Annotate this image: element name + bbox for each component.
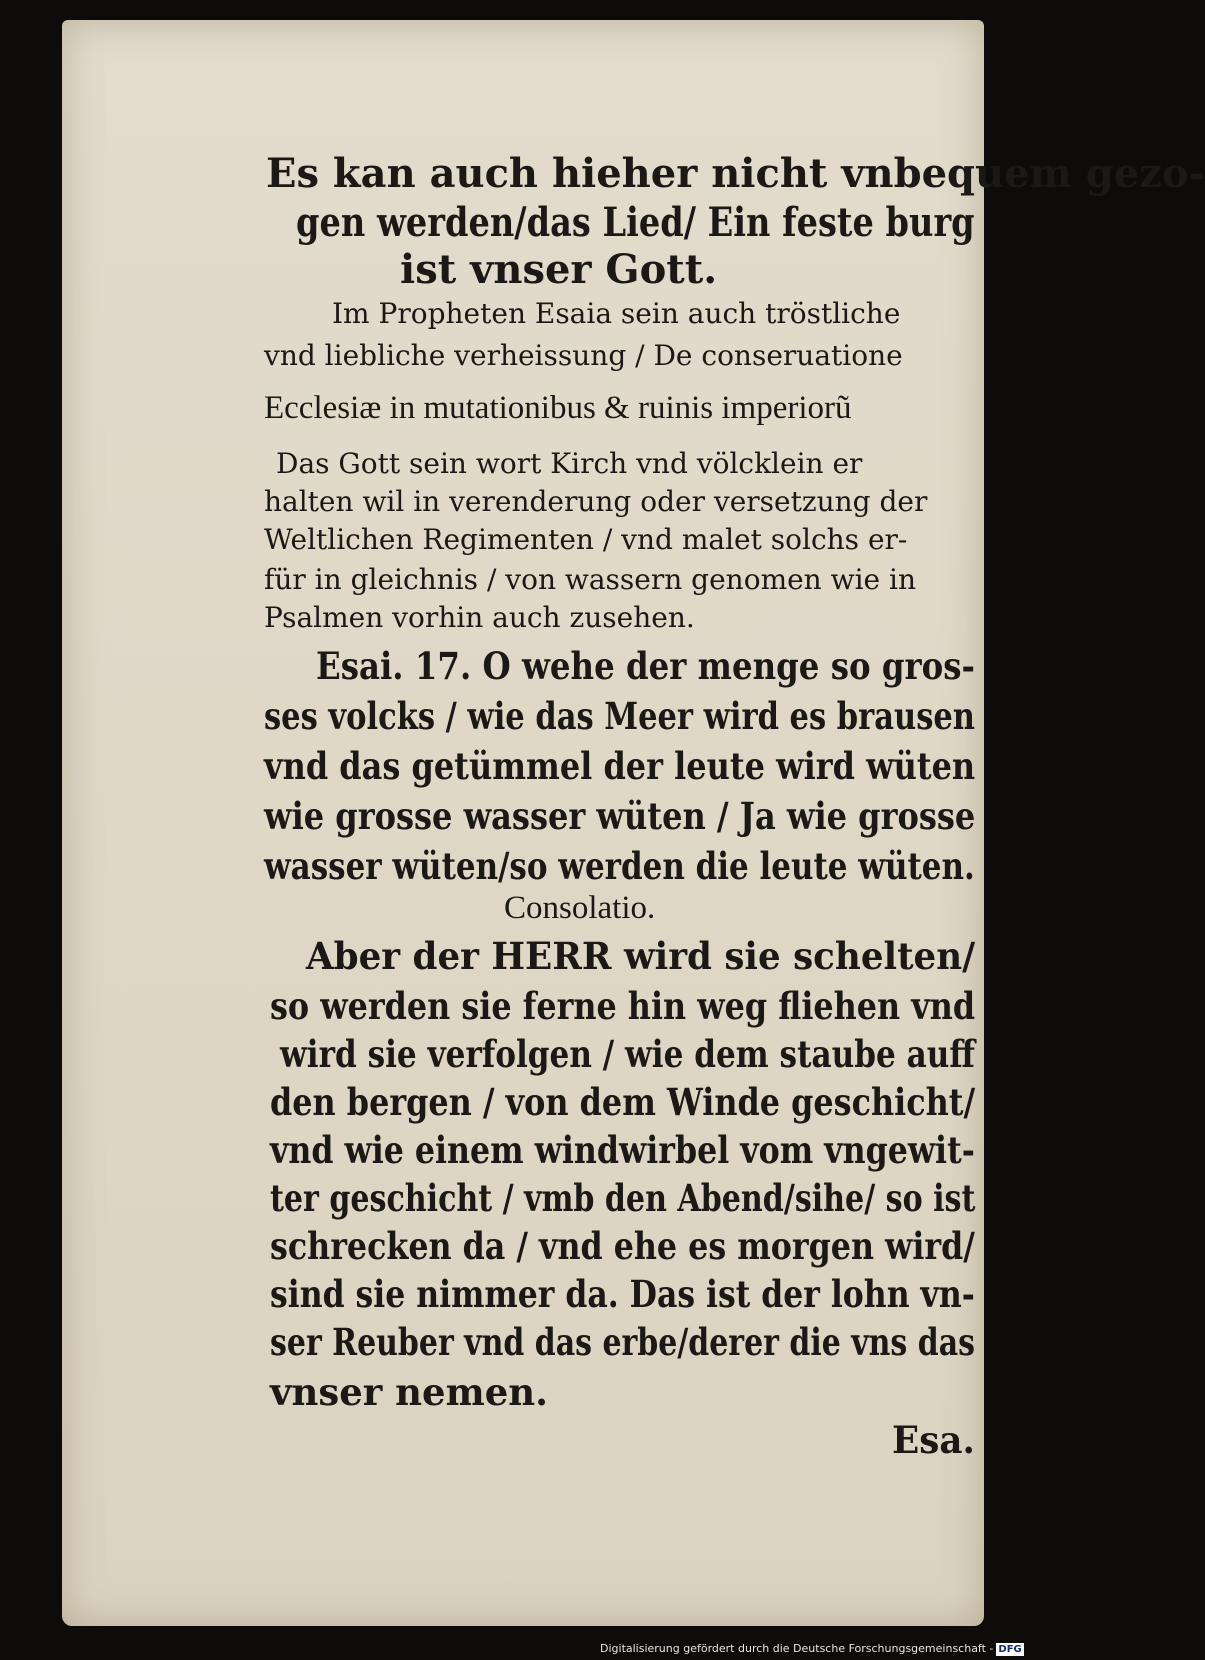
scripture-line-3: vnd das getümmel der leute wird wüten xyxy=(264,744,976,788)
consolation-line-4: den bergen / von dem Winde geschicht/ xyxy=(270,1080,976,1124)
scripture-line-2: ses volcks / wie das Meer wird es brausen xyxy=(264,694,975,738)
catchword: Esa. xyxy=(892,1418,975,1462)
heading-line-1: Es kan auch hieher nicht vnbequem gezo- xyxy=(266,150,1205,197)
consolation-line-1: Aber der HERR wird sie schelten/ xyxy=(306,934,976,978)
dfg-logo: DFG xyxy=(998,1644,1022,1655)
consolation-line-6: ter geschicht / vmb den Abend/sihe/ so ist xyxy=(270,1176,976,1220)
consolation-line-3: wird sie verfolgen / wie dem staube auff xyxy=(280,1032,975,1076)
consolation-line-7: schrecken da / vnd ehe es morgen wird/ xyxy=(270,1224,975,1268)
scripture-line-5: wasser wüten/so werden die leute wüten. xyxy=(264,844,975,888)
heading-line-3: ist vnser Gott. xyxy=(400,246,718,293)
paragraph-line-4: halten wil in verenderung oder versetzung der xyxy=(264,485,928,518)
consolation-line-5: vnd wie einem windwirbel vom vngewit- xyxy=(270,1128,975,1172)
footer-credit-text: Digitalisierung gefördert durch die Deutsche Forschungsgemeinschaft - xyxy=(600,1642,994,1655)
paragraph-line-5: Weltlichen Regimenten / vnd malet solchs er- xyxy=(264,523,908,556)
consolation-line-9: ser Reuber vnd das erbe/derer die vns das xyxy=(270,1320,975,1364)
section-heading-consolatio: Consolatio. xyxy=(504,890,656,926)
paragraph-line-3: Das Gott sein wort Kirch vnd völcklein er xyxy=(276,447,863,480)
scripture-line-1: Esai. 17. O wehe der menge so gros- xyxy=(316,644,975,688)
heading-line-2: gen werden/das Lied/ Ein feste burg xyxy=(296,199,975,246)
paragraph-line-2: vnd liebliche verheissung / De conseruatione xyxy=(264,339,903,372)
latin-title-line: Ecclesiæ in mutationibus & ruinis imperiorũ xyxy=(264,390,852,426)
footer-credit xyxy=(600,1642,1024,1656)
consolation-line-2: so werden sie ferne hin weg fliehen vnd xyxy=(270,984,976,1028)
paragraph-line-7: Psalmen vorhin auch zusehen. xyxy=(264,601,695,634)
scripture-line-4: wie grosse wasser wüten / Ja wie grosse xyxy=(264,794,976,838)
consolation-line-8: sind sie nimmer da. Das ist der lohn vn- xyxy=(270,1272,975,1316)
paragraph-line-6: für in gleichnis / von wassern genomen wie in xyxy=(264,563,916,596)
paragraph-line-1: Im Propheten Esaia sein auch tröstliche xyxy=(332,297,901,330)
consolation-line-10: vnser nemen. xyxy=(270,1370,549,1414)
